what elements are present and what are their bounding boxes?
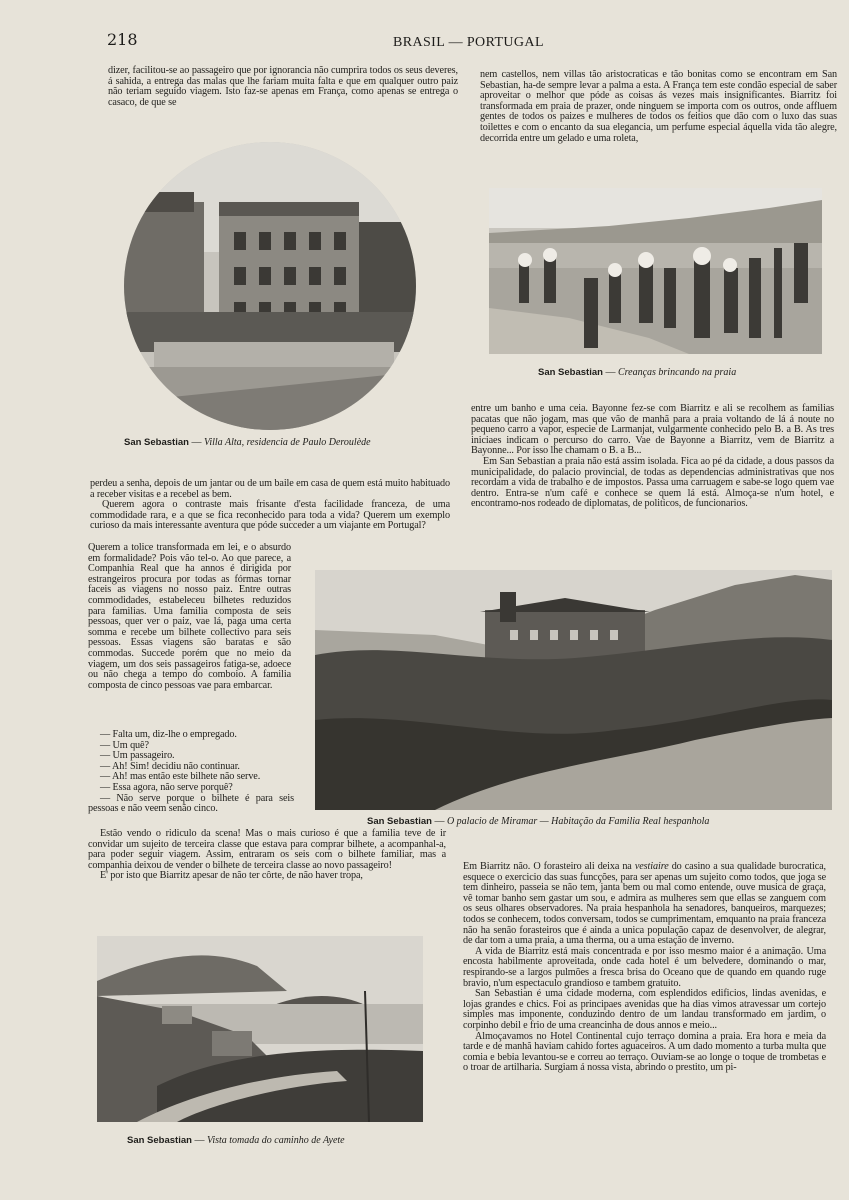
text-top-left: dizer, facilitou-se ao passageiro que por ignorancia não cumprira todos os seus deveres, á sahida, a entrega das malas que lhe fariam muita falta e que em qualquer outro paiz não teriam seguido viagem. Isto faz-se apenas em França, como apenas se entrega o casaco, de que se xyxy=(108,65,458,108)
text-left-wide: perdeu a senha, depois de um jantar ou de um baile em casa de quem está muito habituado a receber visitas e a recebel as bem. Querem agora o contraste mais frisante d'esta facilidade franceza, de uma commodidade rara, e a que se fica reconhecido para toda a vida? Querem um exemplo curioso da mais interessante aventura que póde succeder a um viajante em Portugal? xyxy=(90,478,450,532)
photo-beach-children xyxy=(489,188,822,354)
dialog-line: — Falta um, diz-lhe o empregado. xyxy=(100,729,237,740)
photo-villa-alta xyxy=(124,142,416,430)
caption-villa-alta: San Sebastian — Villa Alta, residencia de Paulo Deroulède xyxy=(124,437,371,448)
text-top-right: nem castellos, nem villas tão aristocraticas e tão bonitas como se encontram em San Sebastian, ha-de sempre levar a palma a esta. A França tem este condão especial de saber aproveitar o melhor que póde as coisas ás vezes mais insignificantes. Biarritz foi transformada em praia de prazer, onde ninguem se importa com os outros, onde affluem gentes de todos os paizes e mulheres de todos os feitios que dão com o luxo das suas toilettes e com o encanto da sua elegancia, um perfume especial áquella vida tão alegre, decorrida entre um gelado e uma roleta, xyxy=(480,69,837,144)
dialog-line: — Ah! mas então este bilhete não serve. xyxy=(100,771,261,783)
text-dialog xyxy=(88,730,294,815)
caption-ayete-view: San Sebastian — Vista tomada do caminho de Ayete xyxy=(127,1135,345,1146)
dialog-line: — Ah! Sim! decidiu não continuar. xyxy=(100,760,240,772)
page-number: 218 xyxy=(107,30,138,49)
dialog-line: — Essa agora, não serve porquê? xyxy=(100,781,233,793)
text-bottom-right: Em Biarritz não. O forasteiro ali deixa na vestiaire do casino a sua qualidade burocratica, esquece o exercicio das suas funcções, para ser apenas um sujeito como todos, que joga se tem dinheiro, passeia se não tem, janta bem ou mal como entende, ouve musica de graça, vê tomar banho sem gastar um sou, e admira as mulheres sem que ellas se zanguem com os seus olhares observadores. Na praia hespanhola ha senadores, banqueiros, marquezes; todos se conhecem, todos conversam, todos se cumprimentam, emquanto na praia franceza não ha senão forasteiros que é ainda a unica população capaz de desenvolver, de alegrar, de dar tom a uma praia, a uma therma, ou a uma estação de inverno. A vida de Biarritz está mais concentrada e por isso mesmo maior é a animação. Uma encosta habilmente aproveitada, onde cada hotel é um belvedere, dominando o mar, respirando-se a largos pulmões a fresca brisa do Oceano que de quando em quando ruge bravio, n'um espectaculo grandioso e tambem gratuito. San Sebastian é uma cidade moderna, com esplendidos edificios, lindas avenidas, e lojas grandes e chics. Foi as principaes avenidas que ha dias vimos atravessar um cortejo simples mas imponente, conduzindo dentro de um landau transformado em jardim, o corpinho debil e frio de uma creancinha de dous annos e meio... Almoçavamos no Hotel Continental cujo terraço domina a praia. Era hora e meia da tarde e de manhã haviam cahido fortes aguaceiros. A um dado momento a turba multa que comia e bebia levantou-se e correu ao terraço. Ouviam-se ao longe o toque de trombetas e o troar de artilharia. Surgiam á nossa vista, abrindo o prestito, um pi- xyxy=(463,861,826,1074)
photo-ayete-view xyxy=(97,936,423,1122)
text-mid-right: entre um banho e uma ceia. Bayonne fez-se com Biarritz e ali se recolhem as familias pacatas que não jogam, mas que vão de manhã para a praia voltando de lá á noute no pequeno carro a vapor, especie de Larmanjat, vulgarmente conhecido pelo B. a B. As tres iniciaes indicam o percurso do carro. Vae de Bayonne a Biarritz, vem de Biarritz a Bayonne... Por isso lhe chamam o B. a B... Em San Sebastian a praia não está assim isolada. Fica ao pé da cidade, a dous passos da municipalidade, do palacio provincial, de todas as dependencias administrativas que nos recordam a vida de trabalho e de impostos. Passa uma carruagem e sabe-se logo quem vae dentro. Entra-se n'um café e conhece se quem lá está. Almoça-se n'um hotel, e encontramo-nos rodeado de diplomatas, de politicos, de funcionarios. xyxy=(471,403,834,510)
photo-miramar-palace xyxy=(315,570,832,810)
caption-beach-children: San Sebastian — Creanças brincando na praia xyxy=(538,367,737,378)
caption-miramar-palace: San Sebastian — O palacio de Miramar — Habitação da Familia Real hespanhola xyxy=(367,816,710,827)
text-left-after: Estão vendo o ridiculo da scena! Mas o mais curioso é que a familia teve de ir convidar um sujeito de terceira classe que estava para comprar bilhete, a acompanhal-a, para poder seguir viagem. Assim, entraram os seis com o bilhete familiar, mas a companhia deixou de vender o bilhete de terceira classe ao novo passageiro! E' por isto que Biarritz apesar de não ter côrte, de não haver tropa, xyxy=(88,828,446,882)
dialog-line: — Um passageiro. xyxy=(100,750,175,762)
running-title: BRASIL — PORTUGAL xyxy=(393,35,544,50)
dialog-line: — Não serve porque o bilhete é para seis pessoas e não veem senão cinco. xyxy=(88,792,294,815)
text-left-narrow: Querem a tolice transformada em lei, e o absurdo em formalidade? Pois vão tel-o. Ao que parece, a Companhia Real que ha annos é dirigida por estrangeiros procura por todas as fórmas tornar faceis as viagens no nosso paiz. Entre outras commodidades, estabeleceu bilhetes reduzidos para familias. Uma familia composta de seis pessoas, quer ver o paiz, vae lá, paga uma certa somma e recebe um bilhete collectivo para seis pessoas. Essas viagens são baratas e são commodas. Succede porém que no meio da viagem, um dos seis passageiros fatiga-se, adoece ou não chega a tempo do comboio. A familia composta de cinco pessoas vae para embarcar. xyxy=(88,542,291,691)
dialog-line: — Um quê? xyxy=(100,739,149,751)
